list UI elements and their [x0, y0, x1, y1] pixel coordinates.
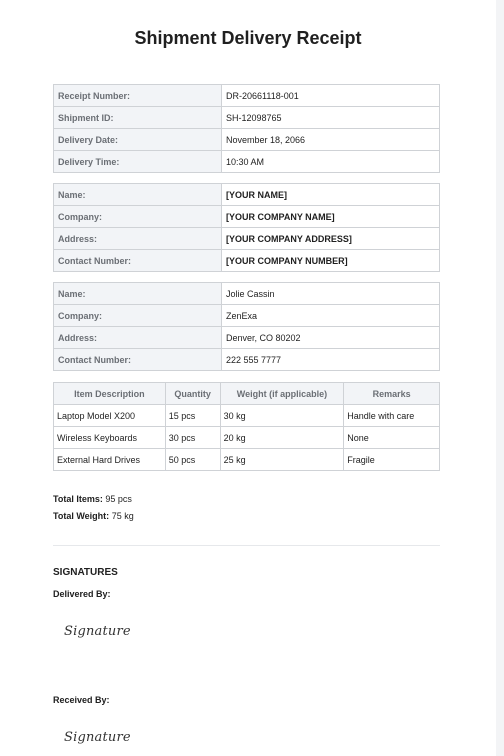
- shipment-id-label: Shipment ID:: [54, 107, 222, 129]
- recipient-table: [53, 282, 440, 371]
- total-weight-label: Total Weight:: [53, 511, 110, 521]
- receipt-info-table: [53, 84, 440, 173]
- items-table: [53, 382, 440, 471]
- sender-name-value: [YOUR NAME]: [222, 184, 440, 206]
- total-items: [53, 494, 132, 504]
- delivery-time-row: [54, 151, 440, 173]
- delivered-signature: Signature: [64, 624, 131, 639]
- delivery-date-row: [54, 129, 440, 151]
- header-quantity: Quantity: [165, 383, 220, 405]
- recipient-address-row: [54, 327, 440, 349]
- recipient-company-value: ZenExa: [222, 305, 440, 327]
- received-by-label: Received By:: [53, 695, 110, 705]
- receipt-number-label: Receipt Number:: [54, 85, 222, 107]
- total-weight-value: 75 kg: [111, 511, 134, 521]
- recipient-contact-row: [54, 349, 440, 371]
- delivery-time-label: Delivery Time:: [54, 151, 222, 173]
- delivery-date-value: November 18, 2066: [222, 129, 440, 151]
- item-remarks-cell: None: [344, 427, 440, 449]
- receipt-number-row: [54, 85, 440, 107]
- shipment-id-value: SH-12098765: [222, 107, 440, 129]
- recipient-name-value: Jolie Cassin: [222, 283, 440, 305]
- delivery-date-label: Delivery Date:: [54, 129, 222, 151]
- recipient-contact-label: Contact Number:: [54, 349, 222, 371]
- item-description-cell: External Hard Drives: [54, 449, 166, 471]
- item-quantity-cell: 30 pcs: [165, 427, 220, 449]
- sender-company-label: Company:: [54, 206, 222, 228]
- total-weight: [53, 511, 134, 521]
- total-items-label: Total Items:: [53, 494, 103, 504]
- sender-company-value: [YOUR COMPANY NAME]: [222, 206, 440, 228]
- shipment-id-row: [54, 107, 440, 129]
- sender-address-value: [YOUR COMPANY ADDRESS]: [222, 228, 440, 250]
- sender-name-label: Name:: [54, 184, 222, 206]
- signatures-heading: SIGNATURES: [53, 567, 118, 578]
- item-weight-cell: 30 kg: [220, 405, 344, 427]
- item-weight-cell: 20 kg: [220, 427, 344, 449]
- sender-table: [53, 183, 440, 272]
- delivered-by-label: Delivered By:: [53, 589, 111, 599]
- header-weight: Weight (if applicable): [220, 383, 344, 405]
- recipient-address-value: Denver, CO 80202: [222, 327, 440, 349]
- item-description-cell: Wireless Keyboards: [54, 427, 166, 449]
- total-items-value: 95 pcs: [105, 494, 132, 504]
- delivery-time-value: 10:30 AM: [222, 151, 440, 173]
- recipient-company-label: Company:: [54, 305, 222, 327]
- recipient-name-label: Name:: [54, 283, 222, 305]
- sender-company-row: [54, 206, 440, 228]
- sender-contact-value: [YOUR COMPANY NUMBER]: [222, 250, 440, 272]
- sender-address-row: [54, 228, 440, 250]
- item-weight-cell: 25 kg: [220, 449, 344, 471]
- item-remarks-cell: Fragile: [344, 449, 440, 471]
- sender-address-label: Address:: [54, 228, 222, 250]
- received-signature: Signature: [64, 730, 131, 745]
- recipient-company-row: [54, 305, 440, 327]
- item-quantity-cell: 50 pcs: [165, 449, 220, 471]
- recipient-contact-value: 222 555 7777: [222, 349, 440, 371]
- sender-contact-label: Contact Number:: [54, 250, 222, 272]
- table-row: [54, 449, 440, 471]
- sender-name-row: [54, 184, 440, 206]
- header-item-description: Item Description: [54, 383, 166, 405]
- document-title: Shipment Delivery Receipt: [134, 28, 362, 48]
- recipient-address-label: Address:: [54, 327, 222, 349]
- table-row: [54, 427, 440, 449]
- receipt-number-value: DR-20661118-001: [222, 85, 440, 107]
- table-row: [54, 405, 440, 427]
- section-divider: [53, 545, 440, 546]
- item-remarks-cell: Handle with care: [344, 405, 440, 427]
- item-description-cell: Laptop Model X200: [54, 405, 166, 427]
- header-remarks: Remarks: [344, 383, 440, 405]
- sender-contact-row: [54, 250, 440, 272]
- item-quantity-cell: 15 pcs: [165, 405, 220, 427]
- recipient-name-row: [54, 283, 440, 305]
- items-header-row: [54, 383, 440, 405]
